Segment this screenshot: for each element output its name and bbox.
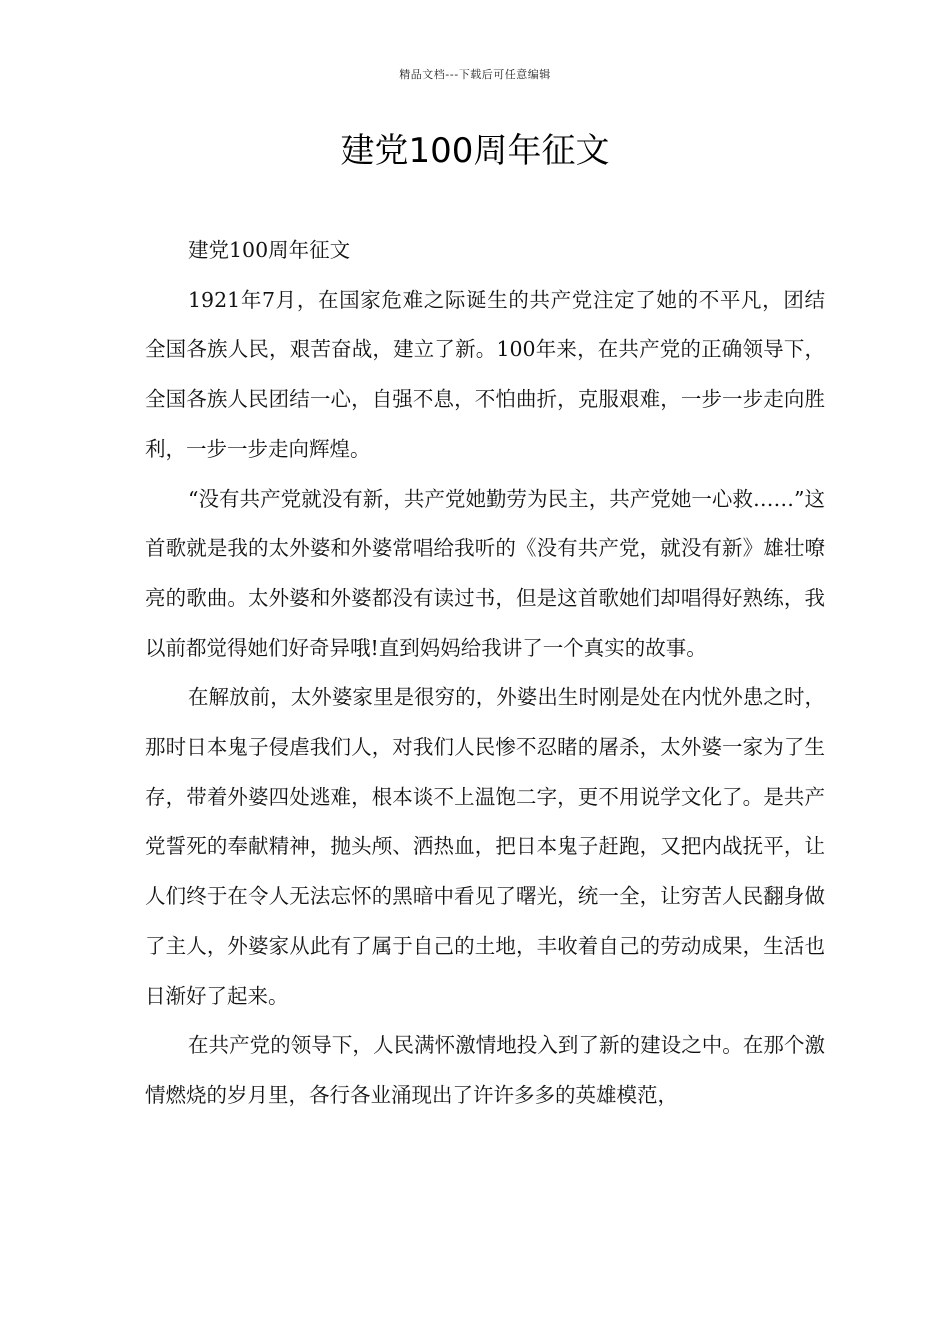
paragraph: 在解放前，太外婆家里是很穷的，外婆出生时刚是处在内忧外患之时，那时日本鬼子侵虐我们人，对我们人民惨不忍睹的屠杀，太外婆一家为了生存，带着外婆四处逃难，根本谈不上温饱二字，更不用说学文化了。是共产党誓死的奉献精神，抛头颅、洒热血，把日本鬼子赶跑，又把内战抚平，让人们终于在令人无法忘怀的黑暗中看见了曙光，统一全，让穷苦人民翻身做了主人，外婆家从此有了属于自己的土地，丰收着自己的劳动成果，生活也日渐好了起来。 [145,685,825,1008]
document-body [145,226,825,1121]
header-note: 精品文档---下载后可任意编辑 [399,68,551,81]
paragraph: 在共产党的领导下，人民满怀激情地投入到了新的建设之中。在那个激情燃烧的岁月里，各行各业涌现出了许许多多的英雄模范， [145,1033,825,1107]
paragraph-subtitle: 建党100周年征文 [188,238,351,262]
document-title: 建党100周年征文 [340,131,610,171]
paragraph: 1921年7月，在国家危难之际诞生的共产党注定了她的不平凡，团结全国各族人民，艰苦奋战，建立了新。100年来，在共产党的正确领导下，全国各族人民团结一心，自强不息，不怕曲折，克服艰难，一步一步走向胜利，一步一步走向辉煌。 [145,287,825,461]
paragraph: “没有共产党就没有新，共产党她勤劳为民主，共产党她一心救……”这首歌就是我的太外婆和外婆常唱给我听的《没有共产党，就没有新》雄壮嘹亮的歌曲。太外婆和外婆都没有读过书，但是这首歌她们却唱得好熟练，我以前都觉得她们好奇异哦!直到妈妈给我讲了一个真实的故事。 [145,486,825,660]
